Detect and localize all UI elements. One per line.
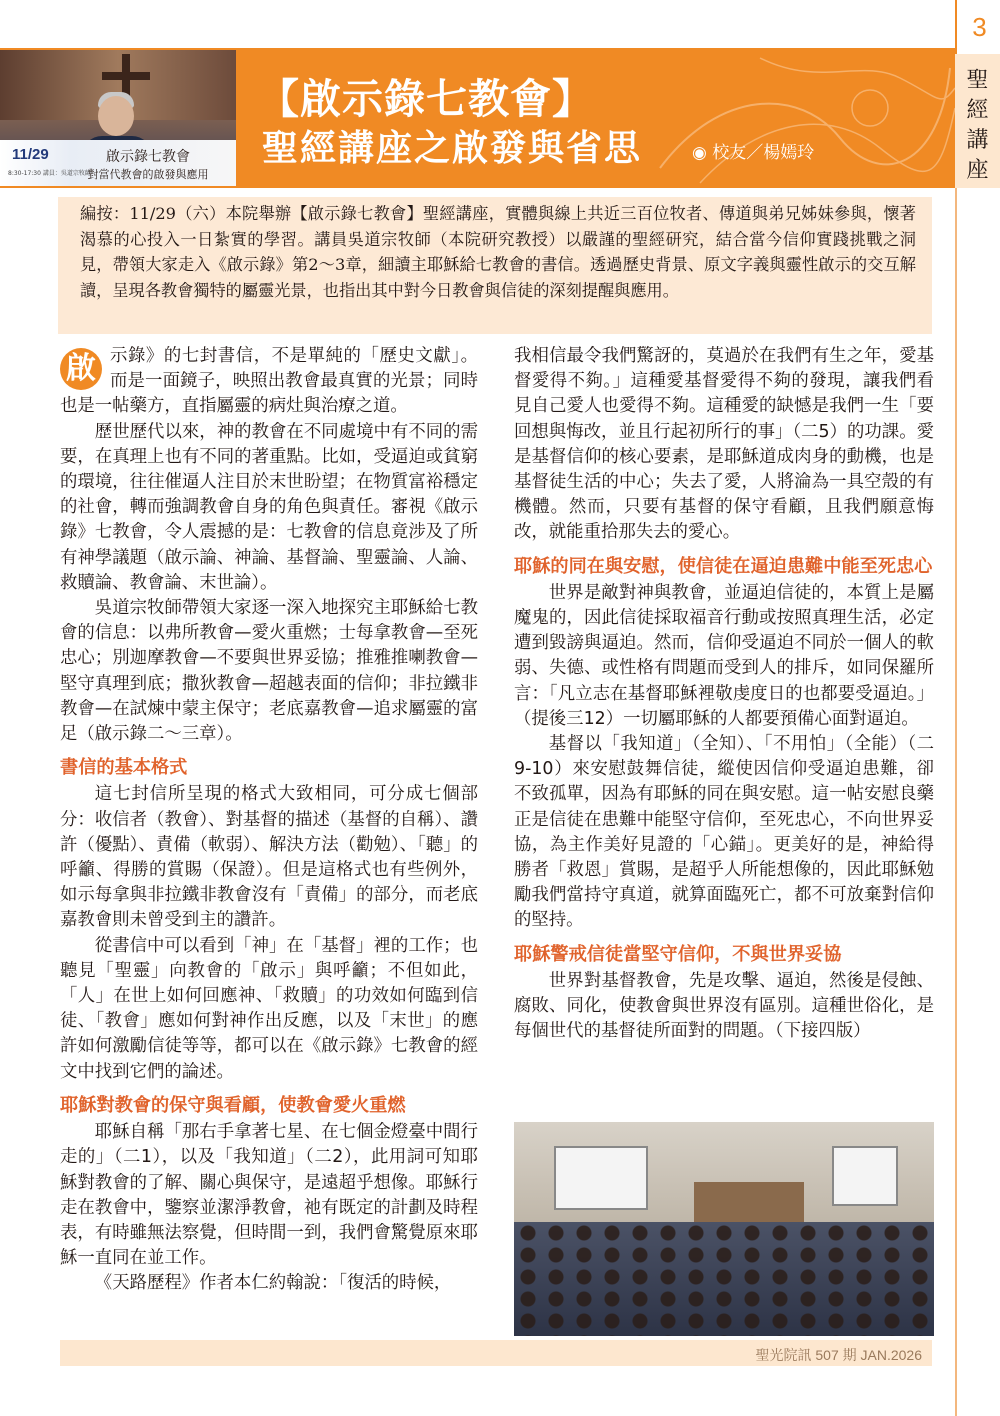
quote: 我相信最令我們驚訝的，莫過於在我們有生之年，愛基督愛得不夠。 [514, 346, 934, 392]
page-number [955, 0, 1000, 54]
section-heading: 耶穌對教會的保守與看顧，使教會愛火重燃 [60, 1094, 406, 1116]
scripture-quote: 不用怕 [773, 734, 827, 755]
photo-banner-subtitle: 對當代教會的啟發與應用 [87, 168, 209, 181]
section-tab [955, 54, 1000, 188]
section-tab-label: 聖 經 講 座 [966, 68, 989, 183]
paragraph: 這七封信所呈現的格式大致相同，可分成七個部分：收信者（教會）、對基督的描述（基督的自稱）、讚許（優點）、責備（軟弱）、解決方法（勸勉）、「聽」的呼籲、得勝的賞賜（保證）。但是這格式也有些例外，如示每拿與非拉鐵非教會沒有「責備」的部分，而老底嘉教會則未曾受到主的讚許。 [60, 784, 478, 931]
text-run: 」（二1），以及「 [95, 1147, 234, 1168]
scripture-quote: 我知道 [620, 734, 674, 755]
editor-note: 編按：11/29（六）本院舉辦【啟示錄七教會】聖經講座，實體與線上共近三百位牧者、傳道與弟兄姊妹參與，懷著渴慕的心投入一日紮實的學習。講員吳道宗牧師（本院研究教授）以嚴謹的聖經研究，結合當今信仰實踐挑戰之洞見，帶領大家走入《啟示錄》第2～3章，細讀主耶穌給七教會的書信。透過歷史背景、原文字義與靈性啟示的交互解讀，呈現各教會獨特的屬靈光景，也指出其中對今日教會與信徒的深刻提醒與應用。 [80, 204, 916, 300]
section-heading: 書信的基本格式 [60, 757, 188, 779]
side-rule [955, 188, 957, 1416]
article-title: 【啟示錄七教會】 [258, 75, 594, 123]
paragraph: 從書信中可以看到「神」在「基督」裡的工作；也聽見「聖靈」向教會的「啟示」與呼籲；不但如此，「人」在世上如何回應神、「救贖」的功效如何臨到信徒、「教會」應如何對神作出反應，以及「末世」的應許如何激勵信徒等等，都可以在《啟示錄》七教會的經文中找到它們的論述。 [60, 935, 478, 1082]
text-run: 世界是敵對神與教會，並逼迫信徒的，本質上是屬魔鬼的，因此信徒採取福音行動或按照真理生活，必定遭到毀謗與逼迫。然而，信仰受逼迫不同於一個人的軟弱、失德、或性格有問題而受到人的排斥，如同保羅所言：「 [514, 582, 934, 704]
text-run: 」（提後三12）一切屬耶穌的人都要預備心面對逼迫。 [514, 683, 934, 729]
author-byline: ◉ 校友／楊嫣玲 [692, 143, 815, 163]
section-heading: 耶穌警戒信徒當堅守信仰，不與世界妥協 [514, 943, 842, 965]
photo-banner-title: 啟示錄七教會 [106, 149, 190, 165]
footer [60, 1340, 932, 1366]
text-run: 」（二2），此用詞可知耶穌對教會的了解、關心與保守，是遠超乎想像。耶穌行走在教會中，鑒察並潔淨教會，祂有既定的計劃及時程表，有時雖無法察覺，但時間一到，我們會驚覺原來耶穌一直同在並工作。 [60, 1147, 478, 1269]
article-subtitle: 聖經講座之啟發與省思 [262, 128, 643, 169]
paragraph: 歷世歷代以來，神的教會在不同處境中有不同的需要，在真理上也有不同的著重點。比如，受逼迫或貧窮的環境，往往催逼人注目於末世盼望；在物質富裕穩定的社會，轉而強調教會自身的角色與責任。審視《啟示錄》七教會，令人震撼的是：七教會的信息竟涉及了所有神學議題（啟示論、神論、基督論、聖靈論、人論、救贖論、教會論、末世論）。 [60, 421, 478, 593]
scripture-quote: 凡立志在基督耶穌裡敬虔度日的也都要受逼迫。 [557, 683, 917, 704]
drop-cap: 啟 [60, 348, 102, 390]
conference-photo [514, 1122, 934, 1336]
paragraph [60, 1271, 478, 1296]
decorative-swirl [640, 48, 955, 188]
scripture-quote: 我知道 [233, 1147, 288, 1168]
photo-date: 11/29 [12, 146, 49, 163]
scripture-quote: 那右手拿著七星、在七個金燈臺中間行走的 [60, 1122, 478, 1168]
text-run: 世界對基督教會，先是攻擊、逼迫，然後是侵蝕、腐敗、同化，使教會與世界沒有區別。這種世俗化，是每個世代的基督徒所面對的問題。 [514, 970, 934, 1042]
paragraph: 示錄》的七封書信，不是單純的「歷史文獻」。而是一面鏡子，映照出教會最真實的光景；同時也是一帖藥方，直指屬靈的病灶與治療之道。 [60, 346, 478, 417]
text-run: 《天路歷程》作者本仁約翰說：「 [94, 1273, 347, 1294]
right-column [514, 344, 934, 1044]
quote: 復活的時候， [346, 1273, 452, 1294]
footer-issue: 聖光院訊 507 期 JAN.2026 [755, 1347, 922, 1363]
paragraph [60, 1120, 478, 1271]
text-run: 」這種愛基督愛得不夠的發現，讓我們看見自己愛人也愛得不夠。這種愛的缺憾是我們一生「 [514, 371, 934, 417]
text-run: 」（全知）、「 [673, 734, 774, 755]
photo-caption-small: 8:30-17:30 講員：吳道宗牧師 [8, 170, 91, 177]
text-run: 」（全能）（二9-10）來安慰鼓舞信徒，縱使因信仰受逼迫患難，卻不致孤單，因為有耶穌的同在與安慰。這一帖安慰良藥正是信徒在患難中能堅守信仰，至死忠心，不向世界妥協，為主作美好見證的「心錨」。更美好的是，神給得勝者「救恩」賞賜，是超乎人所能想像的，因此耶穌勉勵我們當持守真道，就算面臨死亡，都不可放棄對信仰的堅持。 [514, 734, 934, 931]
paragraph [514, 344, 934, 546]
continued-note: （下接四版） [774, 1021, 871, 1042]
text-run: 耶穌自稱「 [94, 1122, 182, 1143]
paragraph: 吳道宗牧師帶領大家逐一深入地探究主耶穌給七教會的信息：以弗所教會—愛火重燃；士每拿教會—至死忠心；別迦摩教會—不要與世界妥協；推雅推喇教會—堅守真理到底；撒狄教會—超越表面的信仰；非拉鐵非教會—在試煉中蒙主保守；老底嘉教會—追求屬靈的富足（啟示錄二～三章）。 [60, 598, 478, 745]
paragraph [514, 581, 934, 732]
section-heading: 耶穌的同在與安慰，使信徒在逼迫患難中能至死忠心 [514, 555, 933, 577]
page-number-text: 3 [972, 12, 987, 42]
paragraph [514, 732, 934, 934]
scripture-quote: 要回想與悔改，並且行起初所行的事 [514, 396, 934, 442]
text-run: 基督以「 [548, 734, 621, 755]
paragraph [514, 969, 934, 1045]
text-run: 」（二5）的功課。愛是基督信仰的核心要素，是耶穌道成肉身的動機，也是基督徒生活的中心；失去了愛，人將淪為一具空殼的有機體。然而，只要有基督的保守看顧，且我們願意悔改，就能重拾那失去的愛心。 [514, 421, 934, 543]
left-column [60, 344, 478, 1297]
